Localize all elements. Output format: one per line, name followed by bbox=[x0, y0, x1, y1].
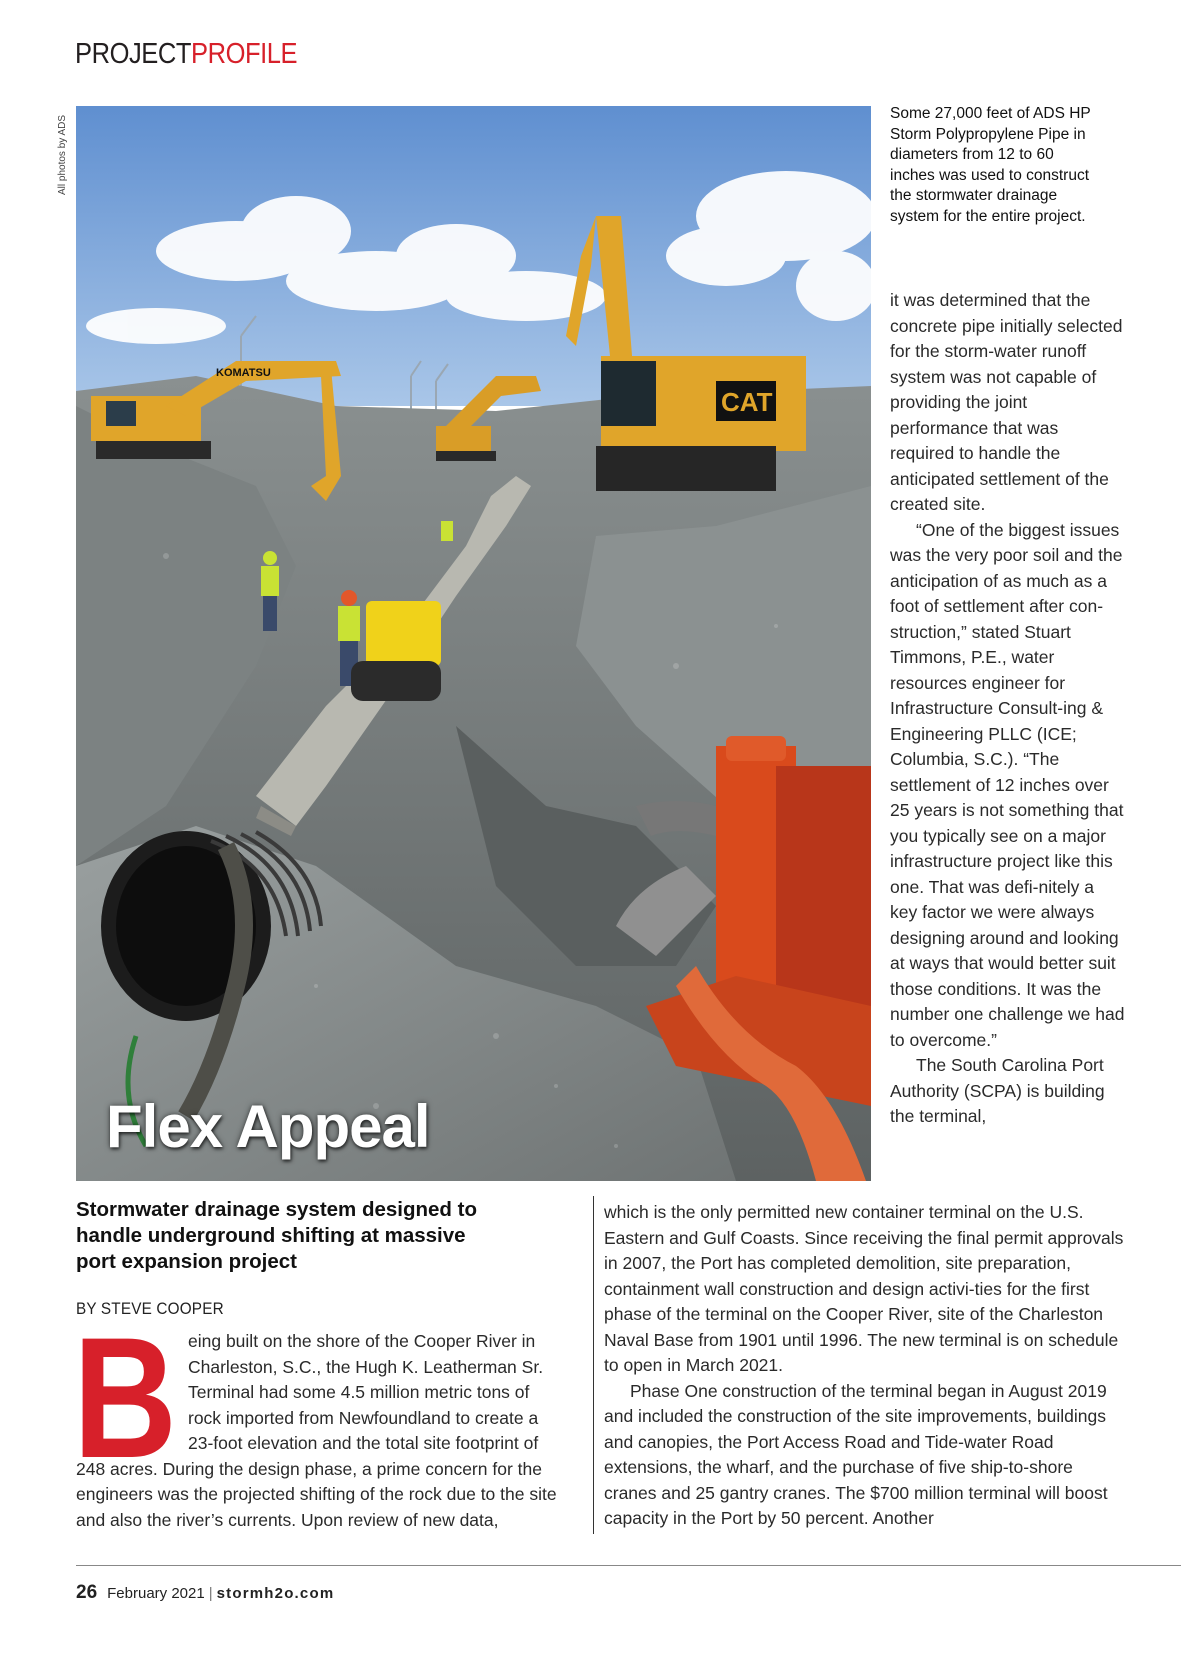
middle-paragraph-1: which is the only permitted new container terminal on the U.S. Eastern and Gulf Coasts. Since receiving the final permit approvals in 2007, the Port has completed demolition, site preparation, containment wall construction and design activi-ties for the first phase of the terminal on the Cooper River, site of the Charleston Naval Base from 1901 until 1996. The new terminal is on schedule to open in March 2021. bbox=[604, 1202, 1124, 1375]
left-line-2: Charleston, S.C., the Hugh K. Leatherman Sr. bbox=[188, 1356, 544, 1377]
right-paragraph-2: “One of the biggest issues was the very poor soil and the anticipation of as much as a foot of settlement after con-struction,” stated Stuart Timmons, P.E., water resources engineer for Infrastructure Consult-ing & Engineering PLLC (ICE; Columbia, S.C.). “The settlement of 12 inches over 25 years is not something that you typically see on a major infrastructure project like this one. That was defi-nitely a key factor we were always designing around and looking at ways that would better suit those conditions. It was the number one challenge we had to overcome.” bbox=[890, 519, 1125, 1050]
cat-label: CAT bbox=[721, 387, 773, 417]
page-number: 26 bbox=[76, 1582, 98, 1603]
hero-photo bbox=[76, 106, 871, 1181]
komatsu-label: KOMATSU bbox=[216, 367, 271, 379]
page-footer bbox=[76, 1582, 334, 1604]
left-body-rest: 248 acres. During the design phase, a prime concern for the engineers was the projected shifting of the rock due to the site and also the river’s currents. Upon review of new data, bbox=[76, 1458, 557, 1530]
right-paragraph-1: it was determined that the concrete pipe initially selected for the storm-water runoff system was not capable of providing the joint performance that was required to handle the anticipated settlement of the created site. bbox=[890, 290, 1123, 514]
right-column-text bbox=[890, 288, 1125, 1130]
photo-credit: All photos by ADS bbox=[57, 114, 68, 195]
headline-overlay: Flex Appeal bbox=[106, 1093, 430, 1160]
column-divider bbox=[593, 1196, 594, 1534]
section-label bbox=[75, 38, 297, 71]
byline: BY STEVE COOPER bbox=[76, 1299, 224, 1318]
left-line-1: eing built on the shore of the Cooper River in bbox=[188, 1331, 536, 1351]
issue-date: February 2021 bbox=[107, 1585, 205, 1602]
article-deck: Stormwater drainage system designed to handle underground shifting at massive port expansion project bbox=[76, 1198, 478, 1273]
middle-paragraph-2: Phase One construction of the terminal began in August 2019 and included the construction of the site improvements, buildings and canopies, the Port Access Road and Tide-water Road extensions, the wharf, and the purchase of five ship-to-shore cranes and 25 gantry cranes. The $700 million terminal will boost capacity in the Port by 50 percent. Another bbox=[604, 1380, 1108, 1528]
section-label-project: PROJECT bbox=[75, 38, 192, 70]
middle-column-text bbox=[604, 1200, 1124, 1532]
left-body-text bbox=[76, 1329, 581, 1533]
photo-caption: Some 27,000 feet of ADS HP Storm Polypropylene Pipe in diameters from 12 to 60 inches was used to construct the stormwater drainage system for the entire project. bbox=[890, 105, 1091, 225]
left-line-4: rock imported from Newfoundland to create a bbox=[188, 1407, 539, 1428]
left-line-3: Terminal had some 4.5 million metric tons of bbox=[188, 1382, 530, 1402]
footer-divider bbox=[76, 1565, 1181, 1566]
section-label-profile: PROFILE bbox=[191, 38, 298, 70]
drop-cap-letter: B bbox=[73, 1333, 177, 1460]
footer-separator: | bbox=[208, 1585, 213, 1602]
right-paragraph-3: The South Carolina Port Authority (SCPA) is building the terminal, bbox=[890, 1055, 1105, 1126]
construction-site-illustration bbox=[76, 106, 871, 1181]
left-line-5: 23-foot elevation and the total site footprint of bbox=[188, 1433, 539, 1453]
site-url: stormh2o.com bbox=[216, 1585, 335, 1602]
